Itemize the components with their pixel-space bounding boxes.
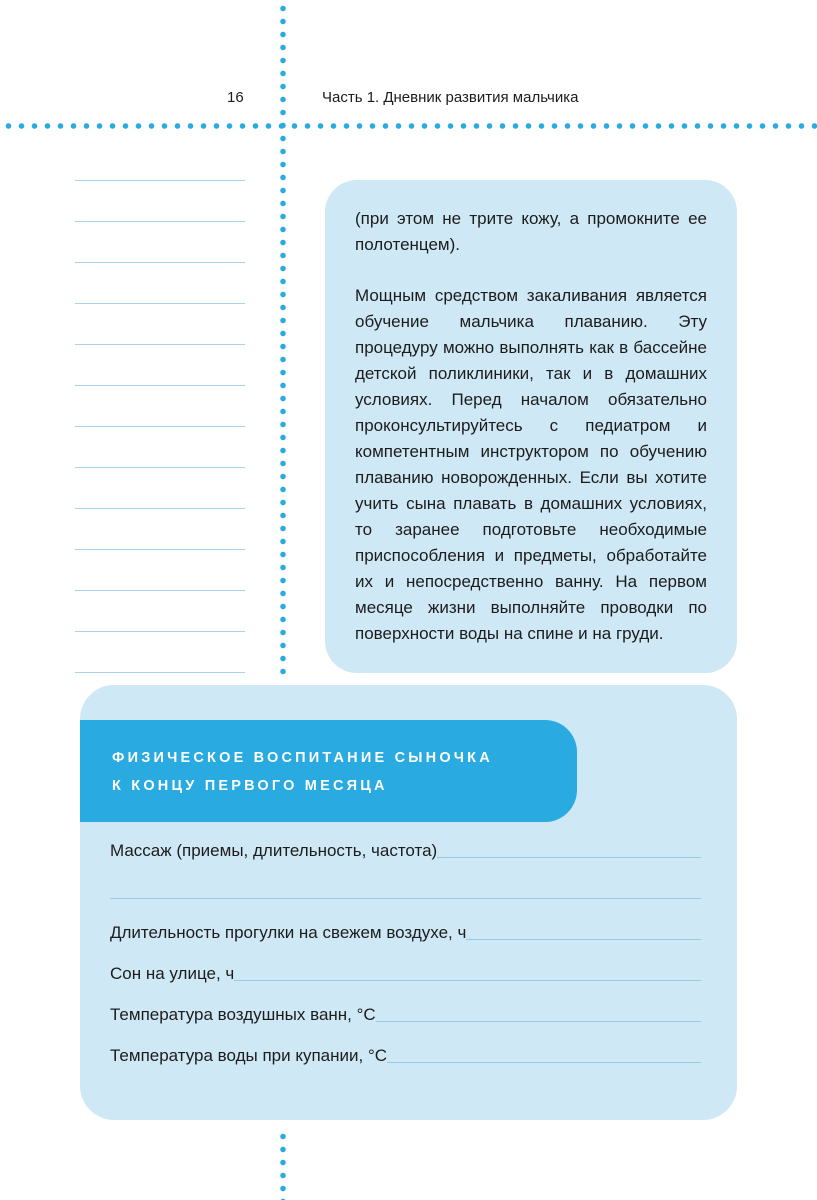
writing-line [75,181,245,222]
writing-line [75,550,245,591]
info-paragraph: Мощным средством закаливания является обучение мальчика плаванию. Эту процедуру можно выполнять как в бассейне детской поликлиники, так и в домашних условиях. Перед началом обязательно проконсультируйтесь с педиатром и компетентным инструктором по обучению плаванию новорожденных. Если вы хотите учить сына плавать в домашних условиях, то заранее подготовьте необходимые приспособления и предметы, обработайте их и непосредственно ванну. На первом месяце жизни выполняйте проводки по поверхности воды на спине и на груди. [355,286,707,643]
horizontal-dotted-line [0,122,817,130]
writing-line [75,304,245,345]
field-row-outdoor-sleep [110,956,701,984]
writing-line [75,222,245,263]
vertical-dotted-line-bottom [279,1128,287,1200]
form-title-line: ФИЗИЧЕСКОЕ ВОСПИТАНИЕ СЫНОЧКА [112,750,493,766]
field-row-massage [110,833,701,861]
writing-line [75,427,245,468]
form-box [80,685,737,1120]
field-blank-line [110,888,701,899]
writing-line [75,632,245,673]
field-row-walk-duration [110,915,701,943]
field-blank-line [466,929,701,940]
writing-lines [75,140,245,673]
writing-line [75,345,245,386]
writing-line [75,263,245,304]
field-blank-line [437,847,701,858]
vertical-dotted-line-top [279,0,287,676]
field-label: Массаж (приемы, длительность, частота) [110,841,438,860]
writing-line [75,591,245,632]
field-label: Температура воздушных ванн, °С [110,1005,376,1024]
form-title-band [80,720,577,822]
field-label: Длительность прогулки на свежем воздухе, ч [110,923,467,942]
field-label: Температура воды при купании, °С [110,1046,388,1065]
field-blank-line [376,1011,701,1022]
field-row-bath-water-temperature [110,1038,701,1066]
field-blank-line [387,1052,701,1063]
running-header: Часть 1. Дневник развития мальчика [322,89,579,106]
info-paragraph: (при этом не трите кожу, а промокните ее полотенцем). [355,209,707,254]
field-blank-line [234,970,701,981]
writing-line [75,468,245,509]
writing-line [75,386,245,427]
form-title-line: К КОНЦУ ПЕРВОГО МЕСЯЦА [112,778,388,794]
field-row-massage-continuation [110,874,701,902]
field-row-air-bath-temperature [110,997,701,1025]
info-box [325,180,737,673]
page-number: 16 [227,89,244,106]
writing-line [75,509,245,550]
form-fields [110,833,701,1066]
field-label: Сон на улице, ч [110,964,235,983]
writing-line [75,140,245,181]
